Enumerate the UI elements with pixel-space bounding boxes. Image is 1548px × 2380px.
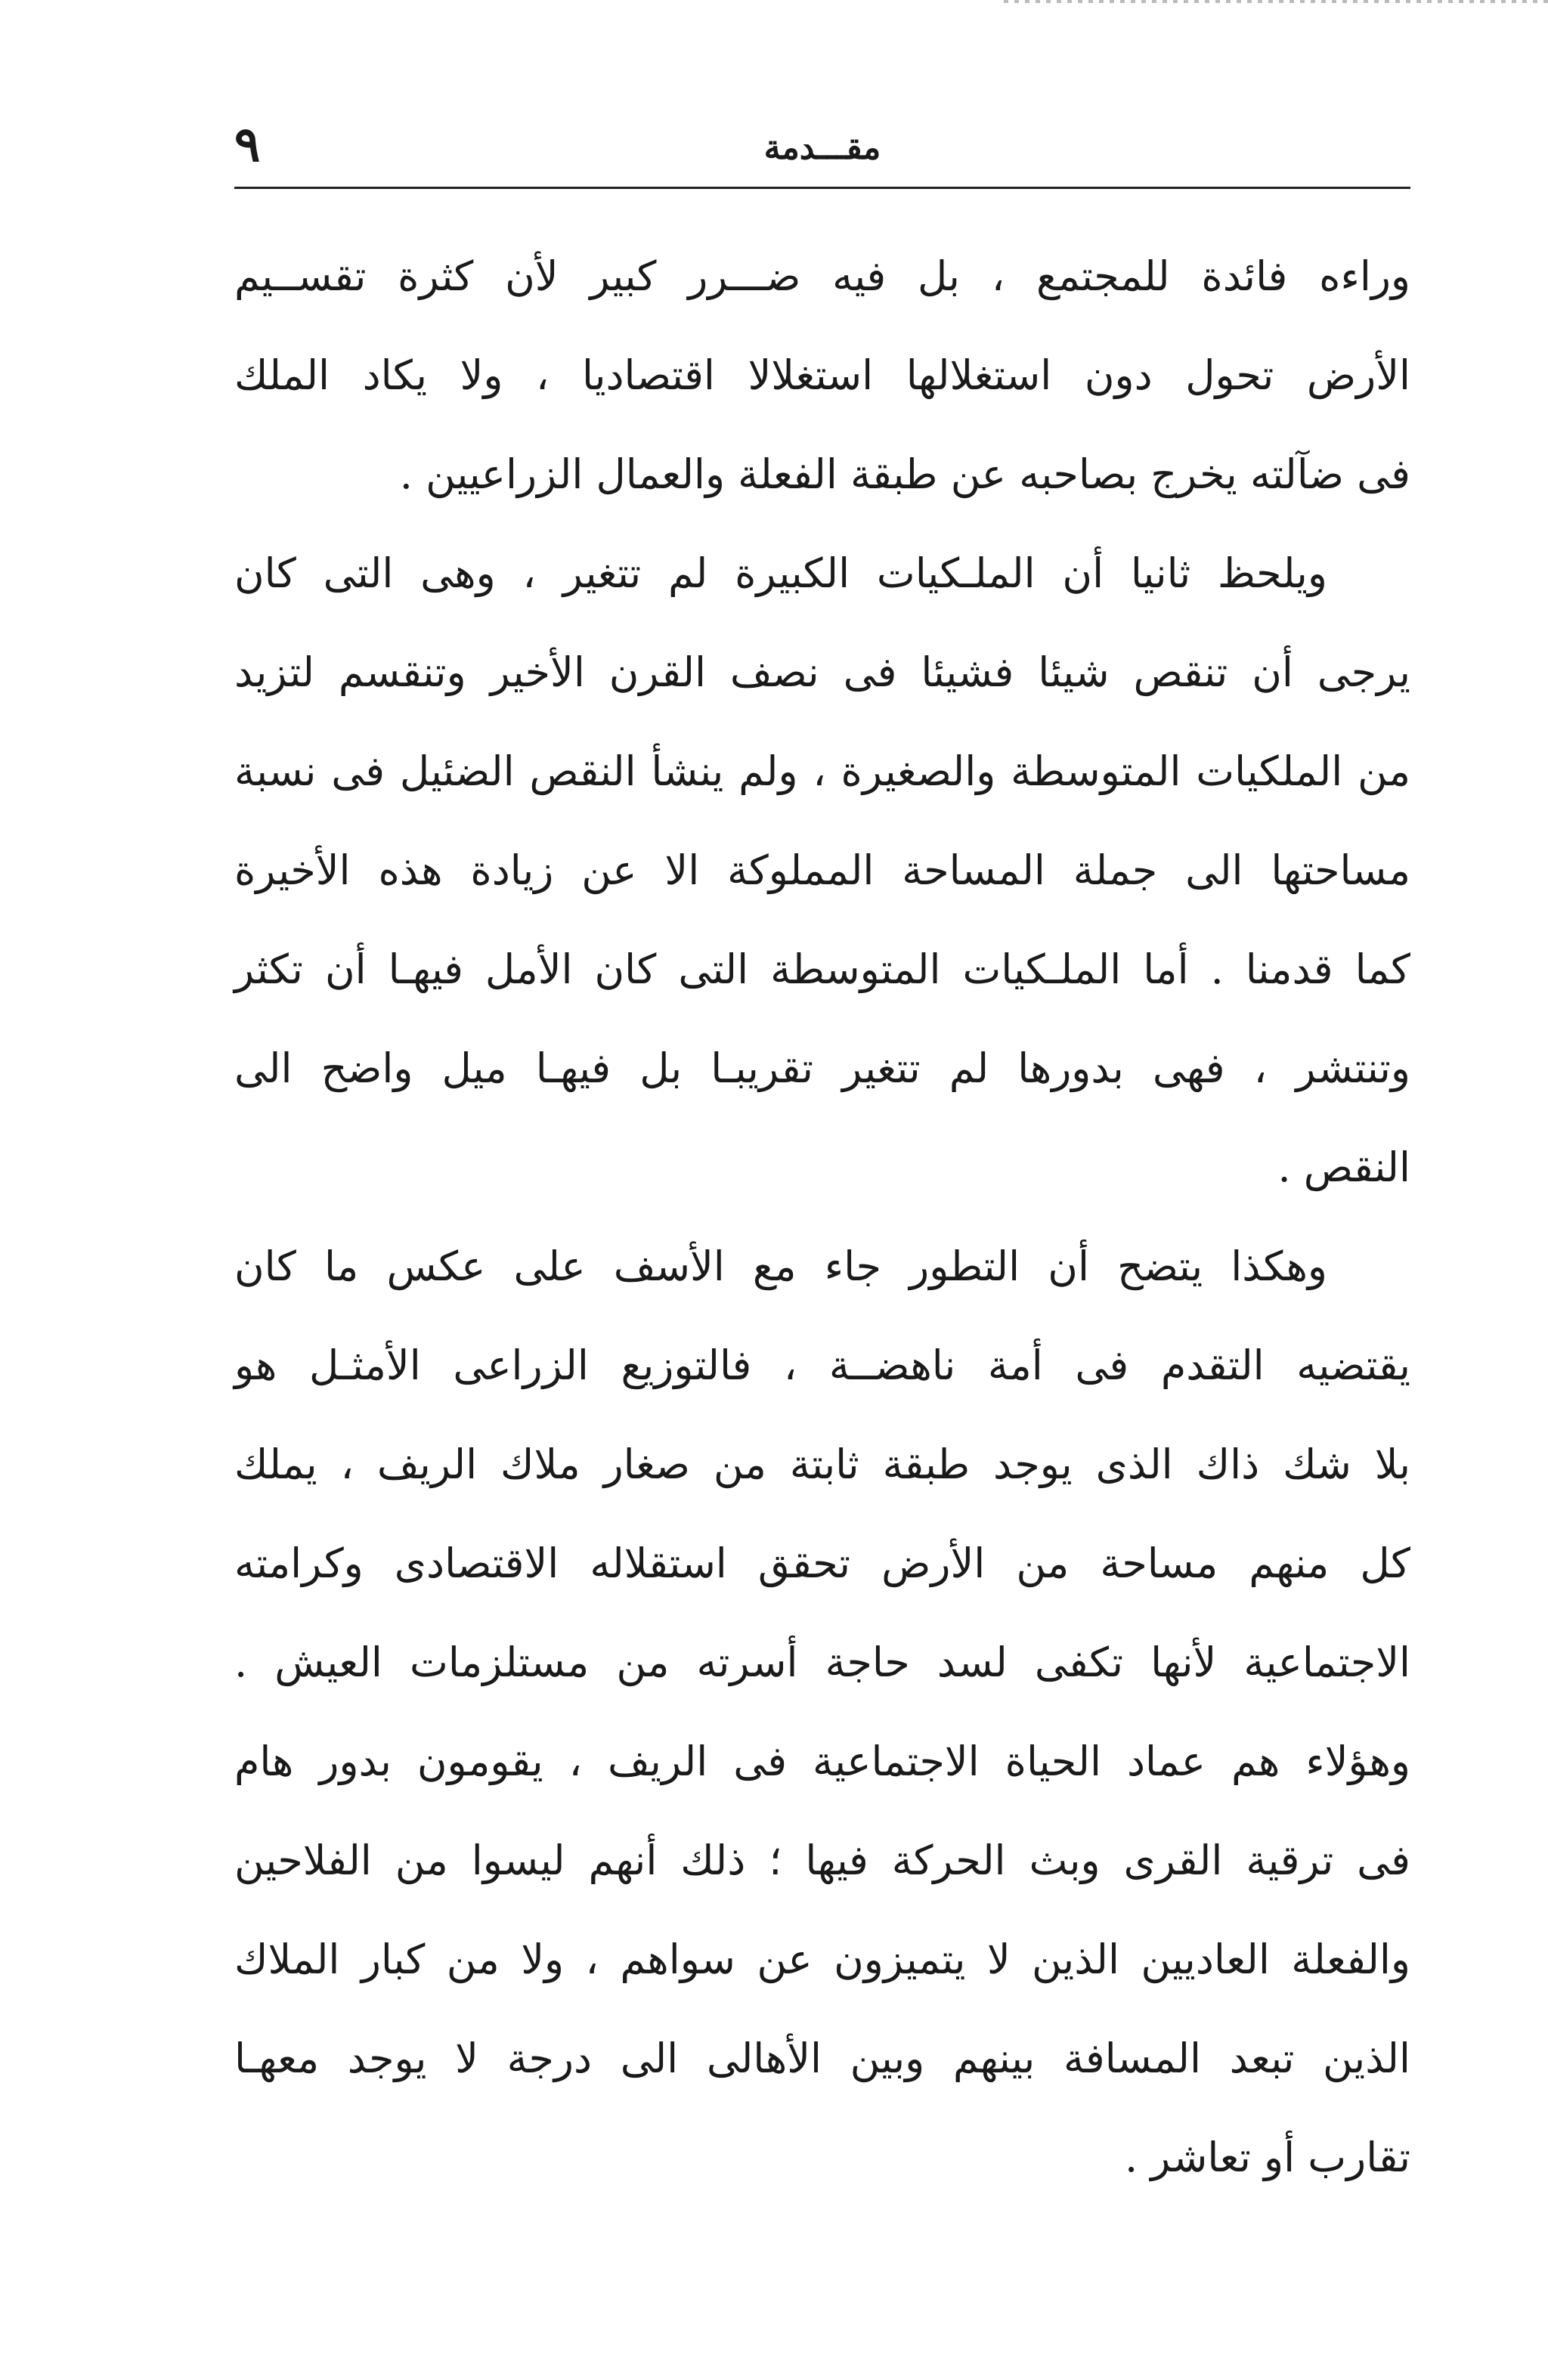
text-line: يقتضيه التقدم فى أمة ناهضــة ، فالتوزيع الزراعى الأمثـل هو xyxy=(234,1342,1410,1389)
text-line: وهكذا يتضح أن التطور جاء مع الأسف على عكس ما كان xyxy=(234,1243,1327,1290)
text-line: بلا شك ذاك الذى يوجد طبقة ثابتة من صغار ملاك الريف ، يملك xyxy=(234,1441,1410,1488)
running-header xyxy=(234,113,1410,189)
page-number: ٩ xyxy=(234,116,261,173)
running-title: مقـــدمة xyxy=(763,128,881,167)
text-line: فى ضآلته يخرج بصاحبه عن طبقة الفعلة والعمال الزراعيين . xyxy=(399,450,1410,498)
body-text xyxy=(234,227,1410,2207)
text-line: من الملكيات المتوسطة والصغيرة ، ولم ينشأ النقص الضئيل فى نسبة xyxy=(234,747,1410,795)
text-line: الاجتماعية لأنها تكفى لسد حاجة أسرته من مستلزمات العيش . xyxy=(234,1639,1410,1686)
text-line: ويلحظ ثانيا أن الملـكيات الكبيرة لم تتغير ، وهى التى كان xyxy=(234,549,1327,597)
text-line: الذين تبعد المسافة بينهم وبين الأهالى الى درجة لا يوجد معهـا xyxy=(234,2035,1410,2082)
text-line: كل منهم مساحة من الأرض تحقق استقلاله الاقتصادى وكرامته xyxy=(234,1540,1410,1587)
text-line: مساحتها الى جملة المساحة المملوكة الا عن زيادة هذه الأخيرة xyxy=(234,846,1410,894)
text-line: النقص . xyxy=(1277,1144,1410,1191)
header-rule xyxy=(234,187,1410,189)
scan-edge-marks xyxy=(1004,0,1548,3)
text-line: كما قدمنا . أما الملـكيات المتوسطة التى كان الأمل فيهـا أن تكثر xyxy=(234,946,1410,993)
text-line: وراءه فائدة للمجتمع ، بل فيه ضـــرر كبير لأن كثرة تقســيم xyxy=(234,252,1410,300)
text-line: والفعلة العاديين الذين لا يتميزون عن سواهم ، ولا من كبار الملاك xyxy=(234,1936,1410,1983)
paragraph xyxy=(234,524,1410,1217)
text-line: تقارب أو تعاشر . xyxy=(1124,2134,1410,2181)
text-line: الأرض تحول دون استغلالها استغلالا اقتصاديا ، ولا يكاد الملك xyxy=(234,351,1410,399)
text-line: يرجى أن تنقص شيئا فشيئا فى نصف القرن الأخير وتنقسم لتزيد xyxy=(234,648,1410,696)
text-line: وهؤلاء هم عماد الحياة الاجتماعية فى الريف ، يقومون بدور هام xyxy=(234,1738,1410,1785)
paragraph xyxy=(234,227,1410,524)
text-line: فى ترقية القرى وبث الحركة فيها ؛ ذلك أنهم ليسوا من الفلاحين xyxy=(234,1837,1410,1884)
paragraph xyxy=(234,1217,1410,2207)
text-line: وتنتشر ، فهى بدورها لم تتغير تقريبـا بل فيهـا ميل واضح الى xyxy=(234,1045,1410,1092)
